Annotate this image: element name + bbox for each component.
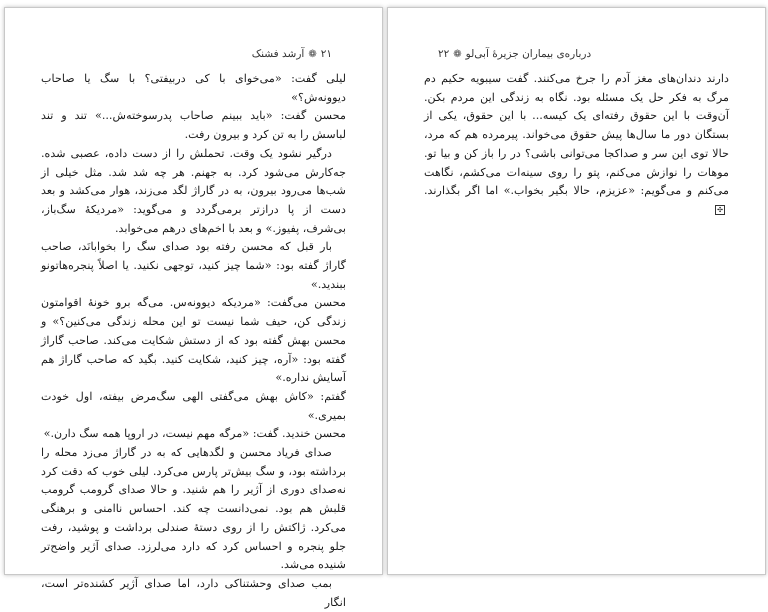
- paragraph: لیلی گفت: «می‌خوای با کی دربیفتی؟ با سگ یا صاحاب دیوونه‌ش؟»: [41, 72, 346, 104]
- paragraph: محسن گفت: «باید ببینم صاحاب پدرسوخته‌ش...» تند و تند لباسش را به تن کرد و بیرون رفت.: [41, 109, 346, 142]
- left-page: [4, 7, 383, 609]
- paragraph-text: دارند دندان‌های مغز آدم را جرخ می‌کنند. گفت سیبویه حکیم دم مرگ به فکر حل یک مسئله بود. نگاه به زندگی این مردم بکن. آن‌وقت با این حقوق رفته‌ای یک کیسه... با این حقوق، یکی از بستگان دور ما سال‌ها پیش حقوق می‌خواند. پیرمرده هم که مرد، حالا توی این سر و صداکجا می‌توانی باشی؟ در را باز کن و بیا تو. موهات را نوازش می‌کنم، پتو را روی سینه‌ات می‌کشم، نگاهت می‌کنم و می‌گویم: «عزیزم، حالا بگیر بخواب.» اما اگر بگذارند.: [424, 72, 729, 198]
- body-text: [41, 70, 346, 612]
- paragraph: [424, 70, 729, 220]
- paragraph: گفتم: «کاش بهش می‌گفتی الهی سگ‌مرض بیفته، اول خودت بمیری.»: [41, 389, 346, 422]
- ornament-icon: ❁: [308, 48, 317, 60]
- paragraph: محسن خندید. گفت: «مرگه مهم نیست، در اروپا همه سگ دارن.»: [43, 427, 346, 441]
- page-header: [438, 46, 715, 62]
- running-title: آرشد فشنک: [251, 48, 305, 60]
- page-header: [55, 46, 332, 62]
- paragraph: بمب صدای وحشتناکی دارد، اما صدای آژیر کشنده‌تر است، انگار: [41, 576, 346, 609]
- paragraph: محسن می‌گفت: «مردیکه دیوونه‌س. می‌گه برو خونهٔ اقوامتون زندگی کن، حیف شما نیست تو این محله زندگی می‌کنین؟» و محسن بهش گفته بود که از دستش شکایت می‌کند. صاحب گاراژ گفته بود: «آره، چیز کنید، شکایت کنید. بگید که صاحب گاراژ هم آسایش نداره.»: [41, 296, 346, 385]
- paragraph: صدای فریاد محسن و لگدهایی که به در گاراژ می‌زد محله را برداشته بود، و سگ بیش‌تر پارس می‌کرد. لیلی خوب که دقت کرد نه‌صدای دوری از آژیر را هم شنید. و حالا صدای گرومب گرومب قلبش هم بود. نمی‌دانست چه کند. احساس ناامنی و برهنگی می‌کرد. ژاکتش را از روی دستهٔ صندلی برداشت و پوشید، رفت جلو پنجره و احساس کرد که دارد می‌لرزد. صدای آژیر واضح‌تر شنیده می‌شد.: [41, 446, 346, 572]
- right-page: [387, 7, 766, 575]
- body-text: [424, 70, 729, 220]
- page-number: ۲۲: [438, 48, 450, 60]
- running-title: درباره‌ی بیماران جزیرهٔ آبی‌لو: [465, 48, 592, 60]
- page-number: ۲۱: [320, 48, 332, 60]
- paragraph: بار قبل که محسن رفته بود صدای سگ را بخوابانَد، صاحب گاراژ گفته بود: «شما چیز کنید، توجهی نکنید. یا اصلاً پنجره‌هاتونو ببندید.»: [41, 240, 346, 291]
- end-mark-icon: ✣: [715, 205, 725, 215]
- paragraph: درگیر نشود یک وقت. تحملش را از دست داده، عصبی شده. جه‌کارش می‌شود کرد. به جهنم. هر چه شد شد. مثل خیلی از شب‌ها می‌رود بیرون، به در گاراژ لگد می‌زند، هوار می‌کشد و بعد دست از پا درازتر برمی‌گردد و می‌گوید: «مردیکهٔ سگ‌باز، بی‌شرف، پفیوز.» و بعد با اخم‌های درهم می‌خوابد.: [41, 146, 346, 235]
- ornament-icon: ❁: [453, 48, 462, 60]
